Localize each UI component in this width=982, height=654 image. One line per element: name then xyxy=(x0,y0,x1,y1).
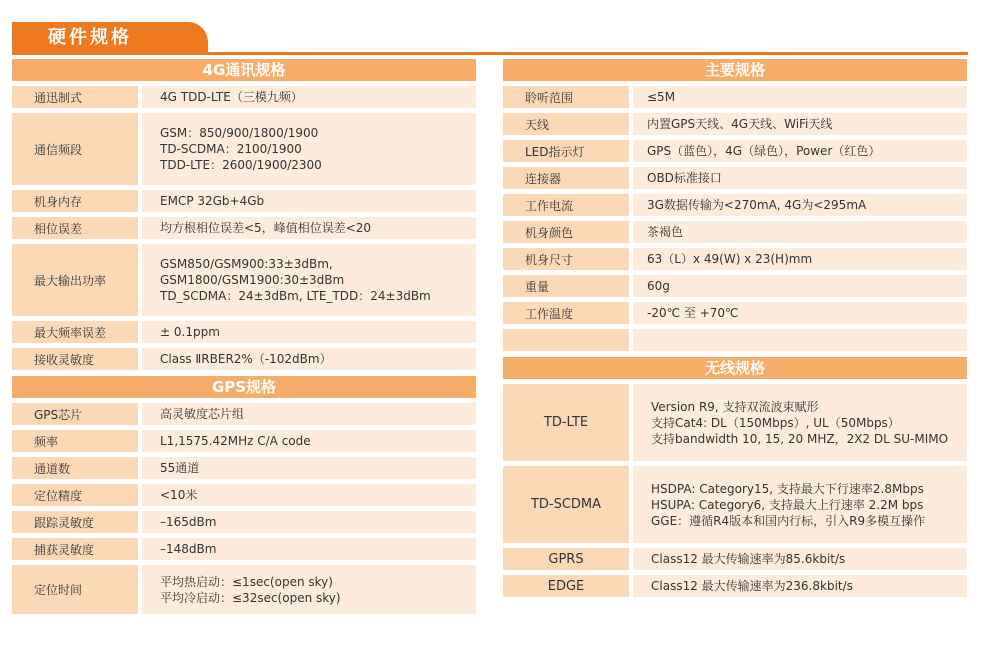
spec-value-line: Class12 最大传输速率为236.8kbit/s xyxy=(651,579,853,593)
section-title-tab xyxy=(12,22,208,54)
spec-label: 重量 xyxy=(503,275,629,297)
spec-row xyxy=(12,511,476,533)
spec-label: 接收灵敏度 xyxy=(12,348,138,370)
page-title: 硬件规格 xyxy=(48,27,132,48)
spec-label: 工作电流 xyxy=(503,194,629,216)
spec-row xyxy=(503,329,967,351)
spec-value-line: ≤5M xyxy=(647,90,676,104)
spec-row xyxy=(503,466,967,543)
spec-value-line: 63（L）x 49(W) x 23(H)mm xyxy=(647,252,813,266)
spec-row xyxy=(503,194,967,216)
spec-value xyxy=(142,244,476,316)
title-divider xyxy=(12,52,968,55)
spec-label: 频率 xyxy=(12,430,138,452)
spec-value xyxy=(142,457,476,479)
spec-value-line: 高灵敏度芯片组 xyxy=(160,407,245,421)
spec-label: 定位时间 xyxy=(12,565,138,614)
spec-label: 捕获灵敏度 xyxy=(12,538,138,560)
spec-value-line: –148dBm xyxy=(160,542,217,556)
spec-value xyxy=(633,86,967,108)
spec-label: 聆听范围 xyxy=(503,86,629,108)
spec-row xyxy=(12,403,476,425)
spec-label: 连接器 xyxy=(503,167,629,189)
spec-value-line: 4G TDD-LTE（三模九频） xyxy=(160,90,303,104)
spec-value xyxy=(142,511,476,533)
spec-value-line: 3G数据传输为<270mA, 4G为<295mA xyxy=(647,198,867,212)
spec-value xyxy=(633,384,967,461)
spec-row xyxy=(12,244,476,316)
spec-row xyxy=(503,384,967,461)
section-header-wireless: 无线规格 xyxy=(503,357,967,379)
spec-value-line: HSUPA: Category6, 支持最大上行速率 2.2M bps xyxy=(651,497,924,512)
spec-value xyxy=(142,538,476,560)
spec-value xyxy=(633,194,967,216)
spec-label xyxy=(503,329,629,351)
spec-row xyxy=(503,302,967,324)
spec-row xyxy=(12,86,476,108)
spec-value-line: Class ⅡRBER2%（-102dBm） xyxy=(160,352,332,366)
spec-row xyxy=(12,457,476,479)
spec-value xyxy=(142,321,476,343)
spec-row xyxy=(12,538,476,560)
spec-value-line: OBD标准接口 xyxy=(647,171,722,185)
spec-row xyxy=(12,430,476,452)
spec-value-line: ± 0.1ppm xyxy=(160,325,220,339)
spec-value-line: GSM1800/GSM1900:30±3dBm xyxy=(160,273,345,287)
spec-label: LED指示灯 xyxy=(503,140,629,162)
spec-label: 机身颜色 xyxy=(503,221,629,243)
spec-row xyxy=(503,548,967,570)
spec-value-line: 均方根相位误差<5，峰值相位误差<20 xyxy=(160,221,372,235)
spec-label: 通道数 xyxy=(12,457,138,479)
spec-row xyxy=(503,248,967,270)
spec-label: 最大频率误差 xyxy=(12,321,138,343)
spec-value xyxy=(142,113,476,185)
spec-value-line: 平均热启动：≤1sec(open sky) xyxy=(160,574,333,589)
spec-value-line: 茶褐色 xyxy=(647,225,684,239)
spec-value-line: –165dBm xyxy=(160,515,217,529)
spec-value-line: 55通道 xyxy=(160,461,200,475)
spec-label: 通信频段 xyxy=(12,113,138,185)
spec-value xyxy=(633,275,967,297)
spec-label: 机身内存 xyxy=(12,190,138,212)
spec-row xyxy=(12,217,476,239)
right-column xyxy=(503,59,967,597)
spec-value-line: GPS（蓝色），4G（绿色），Power（红色） xyxy=(647,144,881,158)
spec-label: 相位误差 xyxy=(12,217,138,239)
section-header-main: 主要规格 xyxy=(503,59,967,81)
spec-row xyxy=(503,167,967,189)
spec-value xyxy=(633,548,967,570)
spec-row xyxy=(12,113,476,185)
spec-label: 定位精度 xyxy=(12,484,138,506)
spec-value xyxy=(633,329,967,351)
spec-value-line: 支持Cat4: DL（150Mbps）, UL（50Mbps） xyxy=(651,415,900,430)
spec-value-line: GSM850/GSM900:33±3dBm, xyxy=(160,257,333,271)
spec-value-line: Version R9, 支持双流波束赋形 xyxy=(651,399,819,414)
spec-label: 工作温度 xyxy=(503,302,629,324)
spec-row xyxy=(503,221,967,243)
spec-value-line: GSM：850/900/1800/1900 xyxy=(160,126,319,140)
section-header-4g: 4G通讯规格 xyxy=(12,59,476,81)
spec-row xyxy=(503,275,967,297)
spec-value xyxy=(633,221,967,243)
spec-row xyxy=(12,484,476,506)
spec-value xyxy=(633,575,967,597)
spec-value xyxy=(633,466,967,543)
spec-table-main xyxy=(503,86,967,351)
spec-label: TD-LTE xyxy=(503,384,629,461)
spec-table-4g xyxy=(12,86,476,370)
spec-row xyxy=(503,113,967,135)
spec-label: GPRS xyxy=(503,548,629,570)
spec-row xyxy=(12,321,476,343)
spec-value-line: <10米 xyxy=(160,488,198,502)
spec-value-line: TD-SCDMA：2100/1900 xyxy=(160,142,302,156)
spec-value xyxy=(633,302,967,324)
left-column xyxy=(12,59,476,614)
spec-row xyxy=(503,86,967,108)
spec-value xyxy=(633,248,967,270)
spec-label: 通迅制式 xyxy=(12,86,138,108)
spec-value xyxy=(142,348,476,370)
spec-value xyxy=(142,403,476,425)
spec-label: 天线 xyxy=(503,113,629,135)
spec-value xyxy=(142,484,476,506)
spec-value-line: 支持bandwidth 10, 15, 20 MHZ，2X2 DL SU-MIMO xyxy=(651,431,949,446)
spec-value-line: 平均冷启动：≤32sec(open sky) xyxy=(160,590,341,605)
spec-value xyxy=(142,430,476,452)
spec-value xyxy=(633,140,967,162)
spec-value-line: EMCP 32Gb+4Gb xyxy=(160,194,265,208)
spec-label: EDGE xyxy=(503,575,629,597)
spec-value-line: GGE：遵循R4版本和国内行标，引入R9多模互操作 xyxy=(651,513,926,528)
spec-label: TD-SCDMA xyxy=(503,466,629,543)
spec-value-line: TD_SCDMA：24±3dBm, LTE_TDD：24±3dBm xyxy=(160,289,431,303)
spec-table-gps xyxy=(12,403,476,614)
spec-row xyxy=(12,190,476,212)
spec-label: 跟踪灵敏度 xyxy=(12,511,138,533)
spec-value xyxy=(142,86,476,108)
spec-row xyxy=(12,348,476,370)
spec-row xyxy=(12,565,476,614)
spec-value-line: 60g xyxy=(647,279,670,293)
spec-value xyxy=(633,167,967,189)
spec-value-line: TDD-LTE：2600/1900/2300 xyxy=(160,158,322,172)
spec-value-line: -20℃ 至 +70℃ xyxy=(647,306,739,320)
spec-value xyxy=(142,190,476,212)
spec-row xyxy=(503,575,967,597)
spec-label: 最大输出功率 xyxy=(12,244,138,316)
spec-value-line: HSDPA: Category15, 支持最大下行速率2.8Mbps xyxy=(651,481,924,496)
section-header-gps: GPS规格 xyxy=(12,376,476,398)
spec-value-line: L1,1575.42MHz C/A code xyxy=(160,434,311,448)
spec-label: 机身尺寸 xyxy=(503,248,629,270)
spec-row xyxy=(503,140,967,162)
spec-value xyxy=(142,217,476,239)
spec-value xyxy=(142,565,476,614)
spec-value xyxy=(633,113,967,135)
spec-value-line: 内置GPS天线、4G天线、WiFi天线 xyxy=(647,117,833,131)
spec-value-line: Class12 最大传输速率为85.6kbit/s xyxy=(651,552,846,566)
spec-label: GPS芯片 xyxy=(12,403,138,425)
spec-table-wireless xyxy=(503,384,967,597)
